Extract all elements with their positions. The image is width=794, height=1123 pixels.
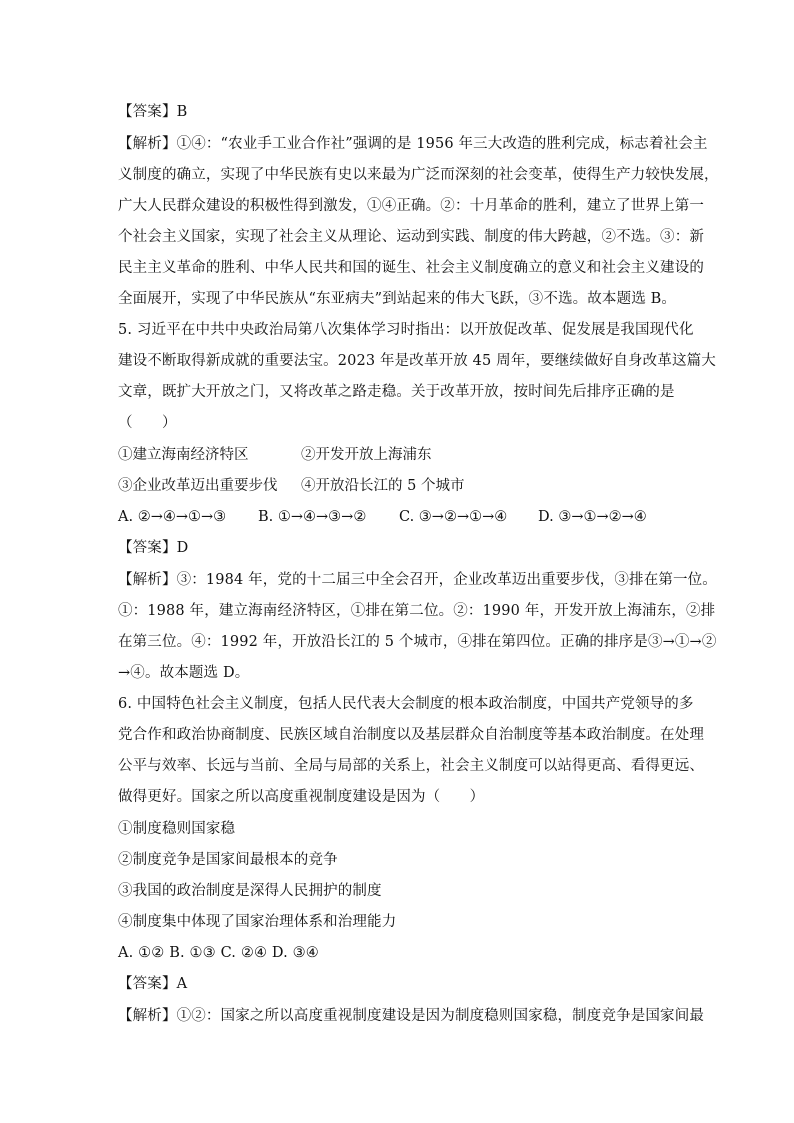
q4-analysis-line: 【解析】①④：“农业手工业合作社”强调的是 1956 年三大改造的胜利完成，标志着社会主: [118, 136, 708, 152]
q5-choice: A. ②→④→①→③: [118, 509, 227, 525]
q5-choice: B. ①→④→③→②: [258, 509, 367, 525]
q5-choice: D. ③→①→②→④: [538, 509, 647, 525]
q5-item: ③企业改革迈出重要步伐: [118, 478, 278, 494]
q5-answer: 【答案】D: [118, 540, 189, 556]
q4-analysis-line: 个社会主义国家，实现了社会主义从理论、运动到实践、制度的伟大跨越，②不选。③：新: [118, 229, 704, 245]
q5-stem-line: 建设不断取得新成就的重要法宝。2023 年是改革开放 45 周年，要继续做好自身改革这篇大: [118, 353, 716, 369]
q5-item: ④开放沿长江的 5 个城市: [301, 478, 465, 494]
q6-item: ②制度竞争是国家间最根本的竞争: [118, 852, 338, 868]
q5-stem-line: 5. 习近平在中共中央政治局第八次集体学习时指出：以开放促改革、促发展是我国现代化: [118, 322, 694, 338]
q6-stem-line: 公平与效率、长远与当前、全局与局部的关系上，社会主义制度可以站得更高、看得更远、: [118, 758, 704, 774]
q6-answer: 【答案】A: [118, 976, 188, 992]
q4-analysis-line: 民主主义革命的胜利、中华人民共和国的诞生、社会主义制度确立的意义和社会主义建设的: [118, 260, 704, 276]
q5-stem-line: 文章，既扩大开放之门，又将改革之路走稳。关于改革开放，按时间先后排序正确的是: [118, 384, 675, 400]
q6-item: ③我国的政治制度是深得人民拥护的制度: [118, 883, 382, 899]
q6-item: ④制度集中体现了国家治理体系和治理能力: [118, 914, 397, 930]
q4-analysis-line: 广大人民群众建设的积极性得到激发，①④正确。②：十月革命的胜利，建立了世界上第一: [118, 198, 704, 214]
q5-analysis-line: 在第三位。④：1992 年，开放沿长江的 5 个城市，④排在第四位。正确的排序是③→①→②: [118, 634, 717, 650]
q6-choices: A. ①② B. ①③ C. ②④ D. ③④: [118, 945, 319, 961]
q5-item: ①建立海南经济特区: [118, 447, 249, 463]
q5-analysis-line: ①：1988 年，建立海南经济特区，①排在第二位。②：1990 年，开发开放上海浦东，②排: [118, 603, 716, 619]
q5-analysis-line: 【解析】③：1984 年，党的十二届三中全会召开，企业改革迈出重要步伐，③排在第一位。: [118, 572, 717, 588]
q5-item: ②开发开放上海浦东: [301, 447, 432, 463]
q6-analysis-line: 【解析】①②：国家之所以高度重视制度建设是因为制度稳则国家稳，制度竞争是国家间最: [118, 1008, 704, 1024]
q5-stem-line: （ ）: [118, 415, 177, 431]
q4-analysis-line: 全面展开，实现了中华民族从“东亚病夫”到站起来的伟大飞跃，③不选。故本题选 B。: [118, 291, 677, 307]
q6-stem-line: 党合作和政治协商制度、民族区域自治制度以及基层群众自治制度等基本政治制度。在处理: [118, 727, 704, 743]
q5-analysis-line: →④。故本题选 D。: [118, 665, 250, 681]
q6-item: ①制度稳则国家稳: [118, 821, 236, 837]
q4-answer: 【答案】B: [118, 104, 188, 120]
q5-choice: C. ③→②→①→④: [399, 509, 508, 525]
q6-stem-line: 6. 中国特色社会主义制度，包括人民代表大会制度的根本政治制度，中国共产党领导的多: [118, 696, 694, 712]
q6-stem-line: 做得更好。国家之所以高度重视制度建设是因为（ ）: [118, 789, 485, 805]
q4-analysis-line: 义制度的确立，实现了中华民族有史以来最为广泛而深刻的社会变革，使得生产力较快发展，: [118, 167, 719, 183]
